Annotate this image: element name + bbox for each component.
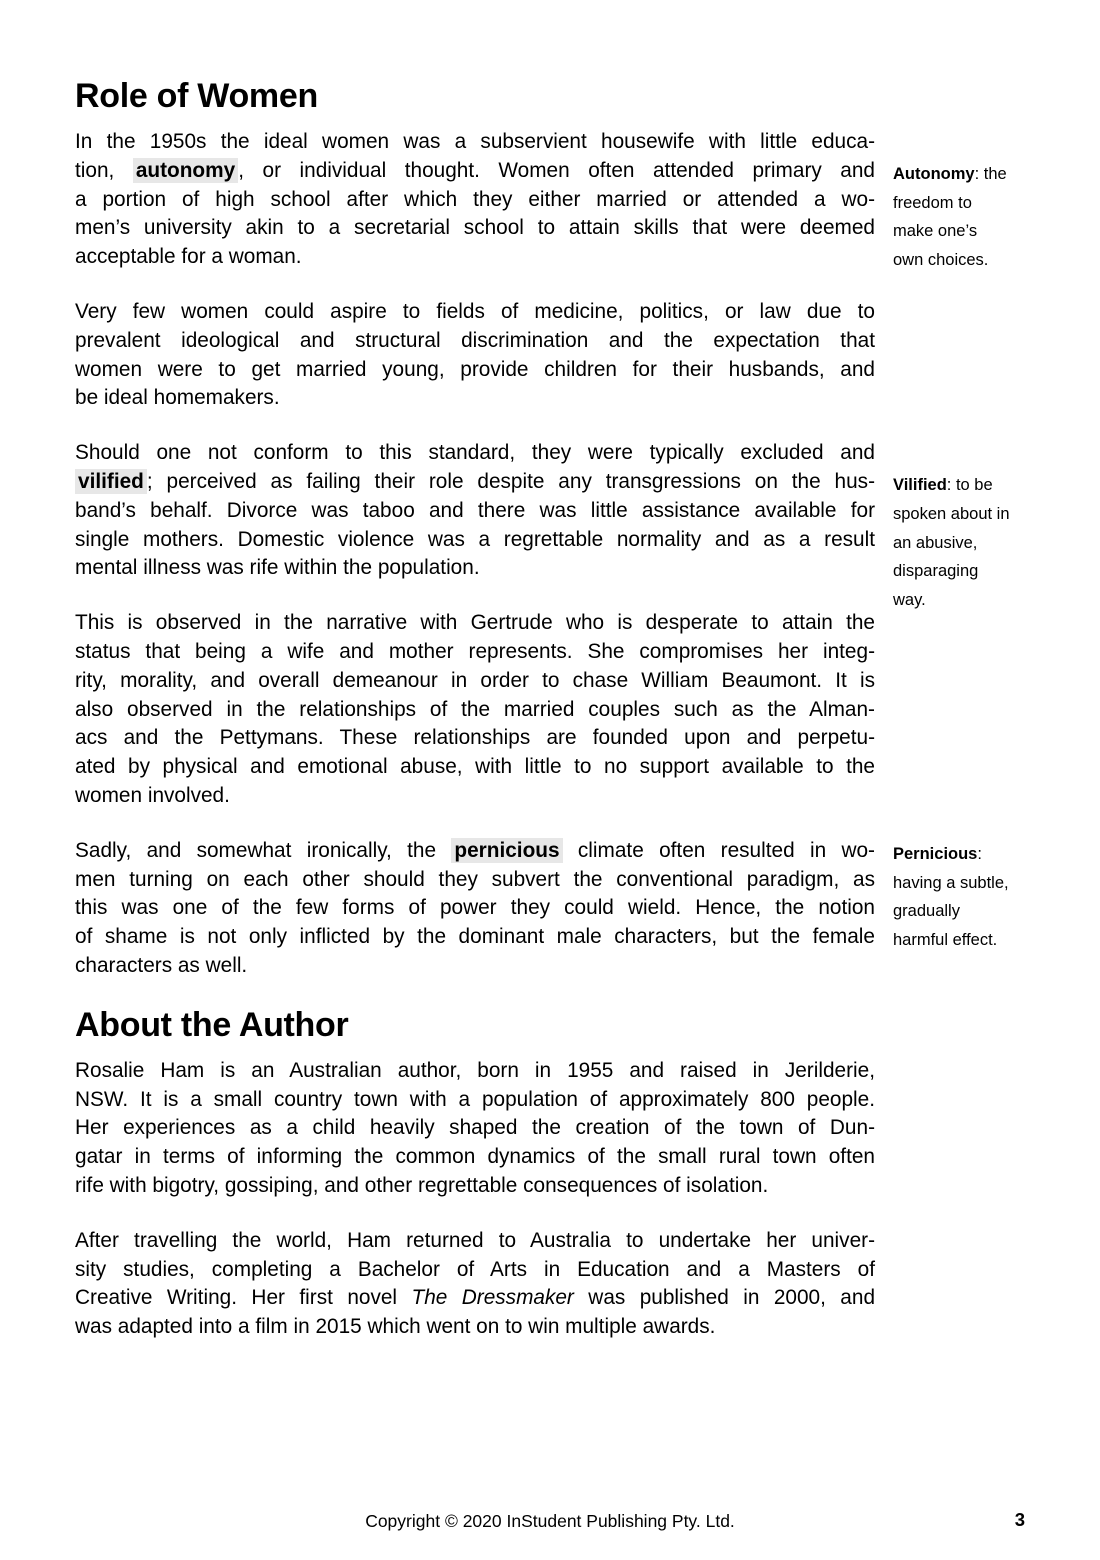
- margin-note: [893, 471, 1038, 615]
- text-segment: : the: [974, 164, 1007, 183]
- text-segment: mental illness was rife within the population.: [75, 556, 480, 580]
- margin-note-line: [893, 246, 1038, 275]
- text-segment: , or individual thought. Women often attended primary and: [238, 158, 875, 182]
- text-segment: men turning on each other should they subvert the conventional paradigm, as: [75, 867, 875, 891]
- text-segment: women involved.: [75, 783, 230, 807]
- text-segment: characters as well.: [75, 953, 248, 977]
- text-line: [75, 243, 875, 272]
- text-line: [75, 327, 875, 356]
- highlighted-term: pernicious: [451, 838, 562, 863]
- section-heading: Role of Women: [75, 77, 318, 115]
- text-segment: of shame is not only inflicted by the dominant male characters, but the female: [75, 925, 875, 949]
- text-segment: Very few women could aspire to fields of medicine, politics, or law due to: [75, 299, 875, 323]
- text-segment: prevalent ideological and structural discrimination and the expectation that: [75, 328, 875, 352]
- text-line: [75, 696, 875, 725]
- text-line: [75, 526, 875, 555]
- text-segment: was adapted into a film in 2015 which went on to win multiple awards.: [75, 1315, 716, 1339]
- text-segment: NSW. It is a small country town with a population of approximately 800 people.: [75, 1087, 875, 1111]
- paragraph: [75, 1057, 875, 1201]
- text-line: [75, 1313, 875, 1342]
- text-line: [75, 609, 875, 638]
- text-segment: having a subtle,: [893, 873, 1009, 892]
- text-line: [75, 1057, 875, 1086]
- text-segment: :: [977, 844, 982, 863]
- margin-note-line: [893, 217, 1038, 246]
- paragraph: [75, 128, 875, 272]
- text-line: [75, 894, 875, 923]
- text-segment: own choices.: [893, 251, 989, 270]
- margin-note: [893, 160, 1038, 275]
- text-segment: women were to get married young, provide children for their husbands, and: [75, 357, 875, 381]
- text-line: [75, 866, 875, 895]
- text-line: [75, 1143, 875, 1172]
- margin-note-line: [893, 160, 1038, 189]
- text-segment: This is observed in the narrative with Gertrude who is desperate to attain the: [75, 611, 875, 635]
- text-segment: sity studies, completing a Bachelor of Arts in Education and a Masters of: [75, 1257, 875, 1281]
- text-segment: band’s behalf. Divorce was taboo and there was little assistance available for: [75, 498, 875, 522]
- text-segment: Creative Writing. Her first novel: [75, 1286, 412, 1310]
- text-segment: Sadly, and somewhat ironically, the: [75, 838, 452, 862]
- text-line: [75, 554, 875, 583]
- margin-note-line: [893, 869, 1038, 898]
- margin-note-line: [893, 586, 1038, 615]
- text-segment: Should one not conform to this standard, they were typically excluded and: [75, 441, 875, 465]
- text-segment: : to be: [946, 475, 993, 494]
- text-line: [75, 298, 875, 327]
- text-segment: way.: [893, 591, 926, 610]
- text-segment: spoken about in: [893, 504, 1010, 523]
- text-line: [75, 837, 875, 866]
- text-line: [75, 1256, 875, 1285]
- text-segment: acs and the Pettymans. These relationships are founded upon and perpetu-: [75, 726, 875, 750]
- text-line: [75, 384, 875, 413]
- paragraph: [75, 298, 875, 413]
- page-number: 3: [1014, 1509, 1025, 1530]
- text-segment: rife with bigotry, gossiping, and other regrettable consequences of isolation.: [75, 1173, 769, 1197]
- text-line: [75, 214, 875, 243]
- paragraph: [75, 439, 875, 583]
- text-segment: climate often resulted in wo-: [562, 838, 875, 862]
- text-segment: an abusive,: [893, 533, 978, 552]
- text-line: [75, 468, 875, 497]
- text-segment: rity, morality, and overall demeanour in order to chase William Beaumont. It is: [75, 668, 875, 692]
- text-line: [75, 667, 875, 696]
- text-segment: disparaging: [893, 562, 979, 581]
- text-line: [75, 952, 875, 981]
- text-segment: Her experiences as a child heavily shaped the creation of the town of Dun-: [75, 1116, 875, 1140]
- text-line: [75, 1086, 875, 1115]
- margin-note-line: [893, 500, 1038, 529]
- highlighted-term: vilified: [75, 469, 147, 494]
- text-segment: In the 1950s the ideal women was a subservient housewife with little educa-: [75, 130, 875, 153]
- text-segment: acceptable for a woman.: [75, 245, 302, 269]
- text-segment: gradually: [893, 902, 960, 921]
- text-segment: freedom to: [893, 193, 972, 212]
- text-segment: status that being a wife and mother represents. She compromises her integ-: [75, 639, 875, 663]
- text-line: [75, 1172, 875, 1201]
- text-segment: ated by physical and emotional abuse, with little to no support available to the: [75, 755, 875, 779]
- text-segment: gatar in terms of informing the common dynamics of the small rural town often: [75, 1145, 875, 1169]
- text-line: [75, 724, 875, 753]
- margin-note-line: [893, 897, 1038, 926]
- footer-copyright: Copyright © 2020 InStudent Publishing Pty. Ltd.: [365, 1511, 735, 1531]
- text-segment: harmful effect.: [893, 931, 998, 950]
- paragraph: [75, 609, 875, 811]
- text-line: [75, 1114, 875, 1143]
- text-segment: ; perceived as failing their role despite any transgressions on the hus-: [146, 469, 875, 493]
- margin-note-line: [893, 557, 1038, 586]
- text-line: [75, 497, 875, 526]
- margin-note-line: [893, 471, 1038, 500]
- margin-note-line: [893, 189, 1038, 218]
- text-segment: a portion of high school after which they either married or attended a wo-: [75, 187, 875, 211]
- text-line: [75, 923, 875, 952]
- paragraph: [75, 837, 875, 981]
- italic-text: The Dressmaker: [411, 1286, 574, 1310]
- text-segment: Rosalie Ham is an Australian author, born in 1955 and raised in Jerilderie,: [75, 1058, 875, 1082]
- text-line: [75, 1227, 875, 1256]
- margin-note-line: [893, 840, 1038, 869]
- text-segment: was published in 2000, and: [573, 1286, 876, 1310]
- bold-text: Vilified: [893, 475, 947, 494]
- text-segment: be ideal homemakers.: [75, 386, 280, 410]
- section-heading: About the Author: [75, 1005, 349, 1044]
- text-segment: After travelling the world, Ham returned to Australia to undertake her univer-: [75, 1228, 875, 1252]
- text-line: [75, 753, 875, 782]
- text-segment: also observed in the relationships of the married couples such as the Alman-: [75, 697, 875, 721]
- text-line: [75, 157, 875, 186]
- document-body: [75, 78, 875, 1368]
- text-line: [75, 782, 875, 811]
- text-line: [75, 128, 875, 157]
- highlighted-term: autonomy: [133, 158, 238, 183]
- text-segment: single mothers. Domestic violence was a regrettable normality and as a result: [75, 527, 875, 551]
- text-line: [75, 186, 875, 215]
- paragraph: [75, 1227, 875, 1342]
- bold-text: Pernicious: [893, 844, 978, 863]
- text-segment: this was one of the few forms of power they could wield. Hence, the notion: [75, 896, 875, 920]
- margin-note-line: [893, 529, 1038, 558]
- text-line: [75, 1284, 875, 1313]
- text-segment: men’s university akin to a secretarial school to attain skills that were deemed: [75, 216, 875, 240]
- text-line: [75, 356, 875, 385]
- margin-note: [893, 840, 1038, 955]
- text-line: [75, 638, 875, 667]
- text-line: [75, 439, 875, 468]
- text-segment: tion,: [75, 158, 133, 182]
- bold-text: Autonomy: [893, 164, 975, 183]
- margin-note-line: [893, 926, 1038, 955]
- text-segment: make one’s: [893, 222, 978, 241]
